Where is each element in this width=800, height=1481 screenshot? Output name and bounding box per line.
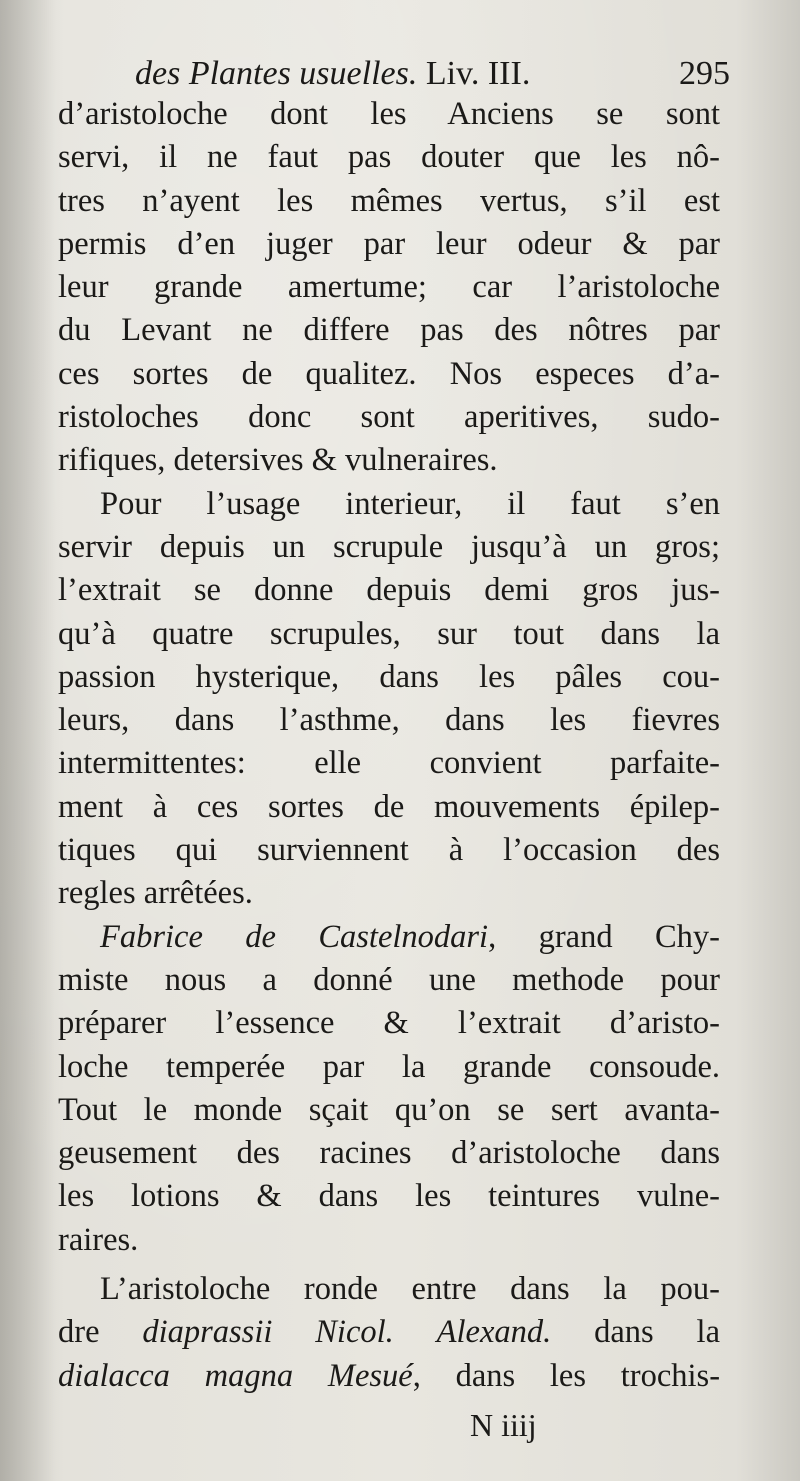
text-line: ment à ces sortes de mouvements épilep- <box>58 788 720 825</box>
author-name: Alexand. <box>436 1314 552 1351</box>
author-name: Fabrice de Castelnodari <box>100 918 489 955</box>
text-line: miste nous a donné une methode pour <box>58 961 720 998</box>
recipe-name: dialacca magna Mesué <box>58 1357 413 1394</box>
body-text <box>58 93 720 1398</box>
running-title-text: des Plantes usuelles. <box>135 55 418 92</box>
running-book: Liv. III. <box>417 55 531 92</box>
page-number: 295 <box>679 55 730 92</box>
text-line: leur grande amertume; car l’aristoloche <box>58 269 720 306</box>
page-header <box>135 50 730 98</box>
text-fragment <box>394 1314 437 1350</box>
text-line: Tout le monde sçait qu’on se sert avanta- <box>58 1091 720 1128</box>
text-fragment: dans la <box>551 1314 721 1351</box>
text-line: tiques qui surviennent à l’occasion des <box>58 832 720 869</box>
binding-shadow <box>0 0 55 1481</box>
text-line: ristoloches donc sont aperitives, sudo- <box>58 399 720 436</box>
text-line: ces sortes de qualitez. Nos especes d’a- <box>58 355 720 392</box>
text-line: préparer l’essence & l’extrait d’aristo- <box>58 1005 720 1042</box>
text-line <box>58 916 720 959</box>
text-line: les lotions & dans les teintures vulne- <box>58 1178 720 1215</box>
paragraph-3 <box>58 916 720 1262</box>
text-line: L’aristoloche ronde entre dans la pou- <box>100 1271 720 1308</box>
text-line: intermittentes: elle convient parfaite- <box>58 745 720 782</box>
text-line: raires. <box>58 1221 139 1258</box>
paragraph-4 <box>58 1268 720 1398</box>
text-line: qu’à quatre scrupules, sur tout dans la <box>58 615 720 652</box>
signature-mark: N iiij <box>470 1407 537 1443</box>
text-line: regles arrêtées. <box>58 875 253 912</box>
running-title <box>135 50 530 98</box>
text-line: permis d’en juger par leur odeur & par <box>58 225 720 262</box>
text-line: du Levant ne differe pas des nôtres par <box>58 312 720 349</box>
text-fragment: , dans les trochis- <box>412 1357 721 1394</box>
paragraph-1 <box>58 93 720 483</box>
text-fragment: , grand Chy- <box>488 918 721 955</box>
text-line: passion hysterique, dans les pâles cou- <box>58 658 720 695</box>
text-line <box>58 1355 720 1398</box>
text-line: leurs, dans l’asthme, dans les fievres <box>58 702 720 739</box>
text-line: l’extrait se donne depuis demi gros jus- <box>58 572 720 609</box>
text-line: loche temperée par la grande consoude. <box>58 1048 720 1085</box>
paragraph-2 <box>58 483 720 916</box>
text-line: Pour l’usage interieur, il faut s’en <box>100 485 720 522</box>
text-line: d’aristoloche dont les Anciens se sont <box>58 96 720 132</box>
text-line: servir depuis un scrupule jusqu’à un gros; <box>58 528 720 565</box>
text-line <box>58 1311 720 1354</box>
text-line: servi, il ne faut pas douter que les nô- <box>58 139 720 176</box>
text-line: geusement des racines d’aristoloche dans <box>58 1135 720 1172</box>
text-fragment: dre <box>58 1314 143 1351</box>
recipe-name: diaprassii Nicol. <box>142 1314 394 1351</box>
text-line: rifiques, detersives & vulneraires. <box>58 442 498 479</box>
text-line: tres n’ayent les mêmes vertus, s’il est <box>58 182 720 219</box>
